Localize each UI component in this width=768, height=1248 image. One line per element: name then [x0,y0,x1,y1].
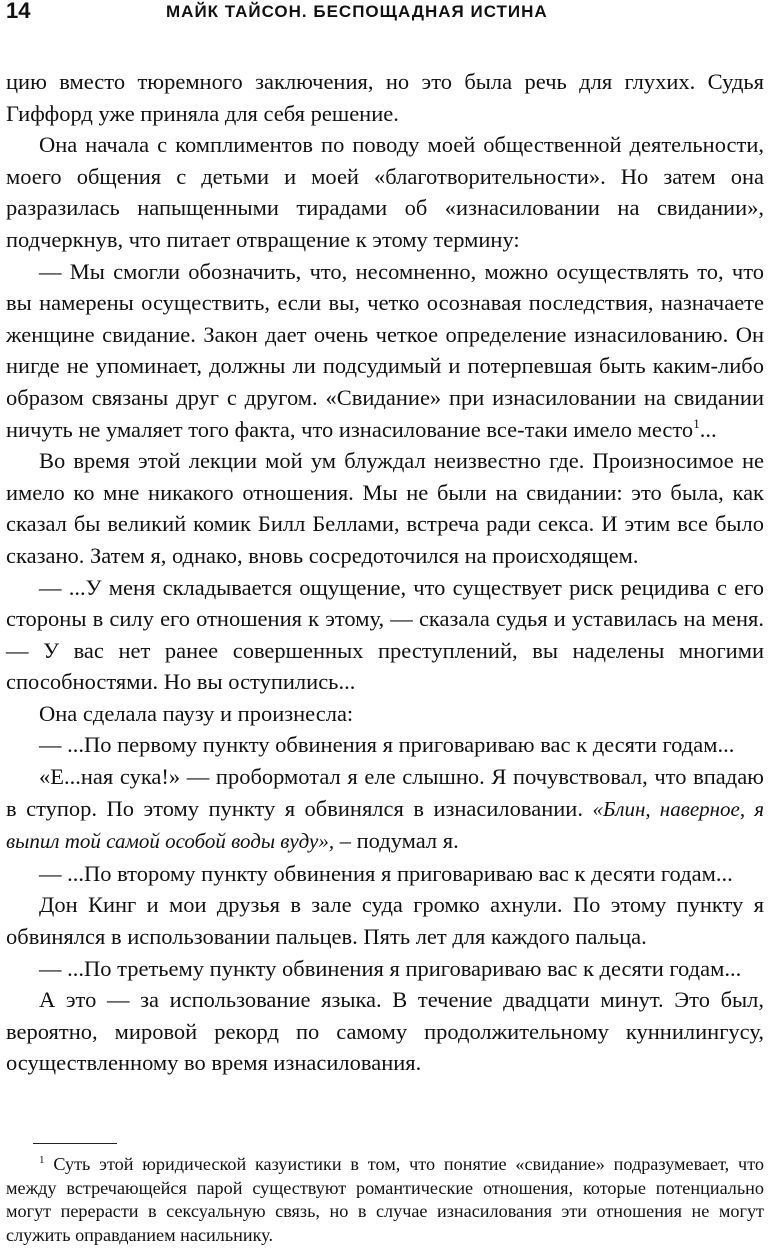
paragraph: Она начала с комплиментов по поводу моей общественной деятельности, моего общения с детьми и моей «благотворительности». Но затем она разразилась напыщенными тирадами об «изнасиловании на свидании», подчеркнув, что питает отвращение к этому термину: [6,132,764,252]
page-header [6,0,764,40]
paragraph-tail: – подумал я. [334,828,459,854]
main-text [6,66,764,1079]
page-number: 14 [6,0,31,23]
paragraph-text: «Е...ная сука!» — пробормотал я еле слышно. Я почувствовал, что впадаю в ступор. По этому пункту я обвинялся в изнасиловании. [6,764,764,821]
footnote-marker: 1 [39,1154,45,1166]
book-page [6,0,764,1248]
running-title: МАЙК ТАЙСОН. БЕСПОЩАДНАЯ ИСТИНА [166,2,548,21]
footnote-reference[interactable]: 1 [693,415,700,431]
paragraph: Она сделала паузу и произнесла: [39,700,354,726]
footnote-divider [33,1143,117,1144]
paragraph: цию вместо тюремного заключения, но это была речь для глухих. Судья Гиффорд уже приняла для себя решение. [6,69,764,126]
paragraph: Во время этой лекции мой ум блуждал неизвестно где. Произносимое не имело ко мне никакого отношения. Мы не были на свидании: это была, как сказал бы великий комик Билл Беллами, встреча ради секса. И этим все было сказано. Затем я, однако, вновь сосредоточился на происходящем. [6,448,764,568]
paragraph-text: — Мы смогли обозначить, что, несомненно, можно осуществлять то, что вы намерены осуществить, если вы, четко осознавая последствия, назначаете женщине свидание. Закон дает очень четкое определение изнасилованию. Он нигде не упоминает, должны ли подсудимый и потерпевшая быть каким-либо образом связаны друг с другом. «Свидание» при изнасиловании на свидании ничуть не умаляет того факта, что изнасилование все-таки имело место [6,258,764,442]
paragraph [6,761,764,858]
paragraph: — ...По второму пункту обвинения я приговариваю вас к десяти годам... [39,860,733,886]
footnote-text: Суть этой юридической казуистики в том, что понятие «свидание» подразумевает, что между встречающейся парой существуют романтические отношения, которые потенциально могут перерасти в сексуальную связь, но в случае изнасилования эти отношения не могут служить оправданием насильнику. [6,1154,764,1245]
footnote [6,1153,764,1247]
paragraph: — ...По третьему пункту обвинения я приговариваю вас к десяти годам... [39,955,742,981]
paragraph: Дон Кинг и мои друзья в зале суда громко ахнули. По этому пункту я обвинялся в использовании пальцев. Пять лет для каждого пальца. [6,892,764,950]
paragraph: — ...По первому пункту обвинения я приговариваю вас к десяти годам... [39,732,735,758]
italic-quote: «Блин, наверное, я выпил той самой особой воды вуду», [6,796,764,854]
paragraph: А это — за использование языка. В течение двадцати минут. Это был, вероятно, мировой рекорд по самому продолжительному куннилингусу, осуществленному во время изнасилования. [6,987,764,1076]
paragraph: — ...У меня складывается ощущение, что существует риск рецидива с его стороны в силу его отношения к этому, — сказала судья и уставилась на меня. — У вас нет ранее совершенных преступлений, вы наделены многими способностями. Но вы оступились... [6,574,764,695]
paragraph [6,256,764,446]
paragraph-ellipsis: ... [699,416,717,442]
